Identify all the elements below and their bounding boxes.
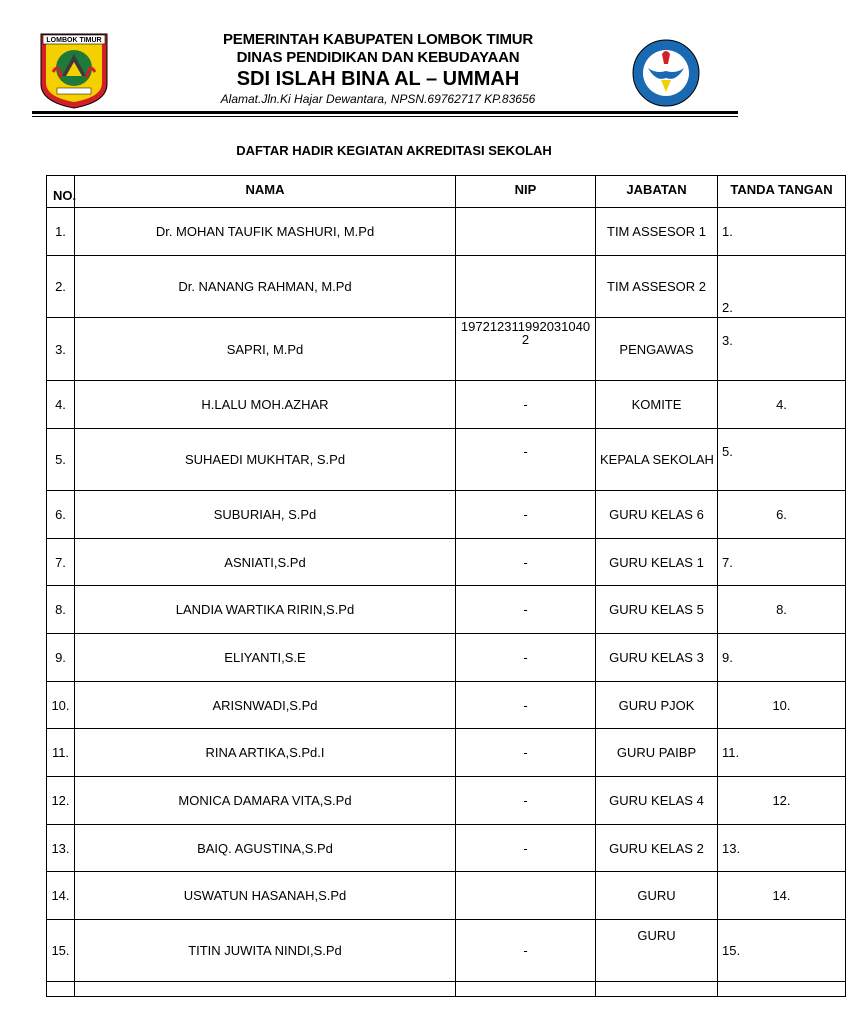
row-nip: - (456, 491, 596, 539)
row-jabatan: TIM ASSESOR 1 (596, 208, 718, 256)
row-nip: - (456, 429, 596, 491)
row-no: 8. (47, 586, 75, 634)
lombok-timur-crest-icon (39, 32, 109, 110)
row-signature[interactable]: 9. (718, 634, 846, 682)
table-row (47, 256, 846, 318)
table-row (47, 682, 846, 729)
row-nama: RINA ARTIKA,S.Pd.I (75, 729, 456, 777)
department-name: DINAS PENDIDIKAN DAN KEBUDAYAAN (236, 49, 520, 66)
row-nama: SUBURIAH, S.Pd (75, 491, 456, 539)
table-header-row (47, 176, 846, 208)
row-no: 10. (47, 682, 75, 729)
row-jabatan: GURU PJOK (596, 682, 718, 729)
school-address: Alamat.Jln.Ki Hajar Dewantara, NPSN.69762717 KP.83656 (220, 92, 536, 106)
row-nip: - (456, 682, 596, 729)
school-name: SDI ISLAH BINA AL – UMMAH (236, 68, 520, 90)
letterhead-rule-thick (32, 111, 738, 114)
letterhead-rule-thin (32, 116, 738, 117)
row-no: 6. (47, 491, 75, 539)
table-row (47, 208, 846, 256)
table-row (47, 825, 846, 872)
row-no: 2. (47, 256, 75, 318)
row-signature[interactable]: 4. (718, 381, 846, 429)
row-signature[interactable]: 15. (718, 920, 846, 982)
table-row (47, 539, 846, 586)
row-jabatan: GURU KELAS 3 (596, 634, 718, 682)
row-nip (456, 982, 596, 997)
attendance-table (46, 175, 846, 997)
row-no: 4. (47, 381, 75, 429)
row-jabatan: GURU PAIBP (596, 729, 718, 777)
row-signature[interactable]: 13. (718, 825, 846, 872)
row-jabatan: GURU (596, 920, 718, 982)
row-no: 7. (47, 539, 75, 586)
row-signature[interactable]: 6. (718, 491, 846, 539)
row-signature[interactable]: 2. (718, 256, 846, 318)
table-row (47, 491, 846, 539)
row-nip: 197212311992031040 2 (456, 318, 596, 381)
row-nama (75, 982, 456, 997)
row-nip (456, 208, 596, 256)
row-nama: Dr. NANANG RAHMAN, M.Pd (75, 256, 456, 318)
row-signature[interactable]: 8. (718, 586, 846, 634)
row-no: 12. (47, 777, 75, 825)
table-row (47, 777, 846, 825)
row-signature[interactable]: 11. (718, 729, 846, 777)
row-nama: ARISNWADI,S.Pd (75, 682, 456, 729)
row-no: 11. (47, 729, 75, 777)
row-jabatan: GURU (596, 872, 718, 920)
table-row (47, 318, 846, 381)
row-jabatan (596, 982, 718, 997)
table-row (47, 872, 846, 920)
row-nama: ELIYANTI,S.E (75, 634, 456, 682)
row-signature[interactable] (718, 982, 846, 997)
row-nip: - (456, 777, 596, 825)
row-nama: Dr. MOHAN TAUFIK MASHURI, M.Pd (75, 208, 456, 256)
row-nip: - (456, 634, 596, 682)
letterhead (150, 31, 606, 107)
row-nama: MONICA DAMARA VITA,S.Pd (75, 777, 456, 825)
government-name: PEMERINTAH KABUPATEN LOMBOK TIMUR (222, 31, 534, 48)
row-no: 9. (47, 634, 75, 682)
row-signature[interactable]: 14. (718, 872, 846, 920)
row-signature[interactable]: 1. (718, 208, 846, 256)
row-jabatan: GURU KELAS 4 (596, 777, 718, 825)
row-nip: - (456, 381, 596, 429)
row-signature[interactable]: 3. (718, 318, 846, 381)
row-nip: - (456, 825, 596, 872)
row-nip: - (456, 539, 596, 586)
row-jabatan: KOMITE (596, 381, 718, 429)
row-nama: SAPRI, M.Pd (75, 318, 456, 381)
row-nama: BAIQ. AGUSTINA,S.Pd (75, 825, 456, 872)
row-nama: H.LALU MOH.AZHAR (75, 381, 456, 429)
row-nama: ASNIATI,S.Pd (75, 539, 456, 586)
row-no: 15. (47, 920, 75, 982)
row-nama: USWATUN HASANAH,S.Pd (75, 872, 456, 920)
row-no: 13. (47, 825, 75, 872)
row-no: 3. (47, 318, 75, 381)
row-nip: - (456, 729, 596, 777)
header-nip: NIP (456, 176, 596, 208)
tut-wuri-handayani-emblem-icon (628, 38, 704, 108)
header-jabatan: JABATAN (596, 176, 718, 208)
header-no: NO. (47, 176, 75, 208)
row-jabatan: GURU KELAS 2 (596, 825, 718, 872)
row-signature[interactable]: 7. (718, 539, 846, 586)
row-jabatan: PENGAWAS (596, 318, 718, 381)
row-nip: - (456, 586, 596, 634)
table-row (47, 429, 846, 491)
row-no: 1. (47, 208, 75, 256)
crest-label: LOMBOK TIMUR (46, 37, 102, 44)
row-no (47, 982, 75, 997)
row-jabatan: TIM ASSESOR 2 (596, 256, 718, 318)
row-nama: LANDIA WARTIKA RIRIN,S.Pd (75, 586, 456, 634)
row-jabatan: GURU KELAS 5 (596, 586, 718, 634)
header-nama: NAMA (75, 176, 456, 208)
document-title: DAFTAR HADIR KEGIATAN AKREDITASI SEKOLAH (236, 143, 552, 158)
table-row-empty (47, 982, 846, 997)
table-row (47, 729, 846, 777)
row-jabatan: KEPALA SEKOLAH (596, 429, 718, 491)
row-no: 14. (47, 872, 75, 920)
row-nama: SUHAEDI MUKHTAR, S.Pd (75, 429, 456, 491)
row-nip: - (456, 920, 596, 982)
row-nama: TITIN JUWITA NINDI,S.Pd (75, 920, 456, 982)
row-nip (456, 256, 596, 318)
row-signature[interactable]: 5. (718, 429, 846, 491)
row-no: 5. (47, 429, 75, 491)
header-tanda-tangan: TANDA TANGAN (718, 176, 846, 208)
row-signature[interactable]: 12. (718, 777, 846, 825)
row-jabatan: GURU KELAS 6 (596, 491, 718, 539)
table-row (47, 634, 846, 682)
table-row (47, 920, 846, 982)
table-row (47, 381, 846, 429)
row-signature[interactable]: 10. (718, 682, 846, 729)
row-jabatan: GURU KELAS 1 (596, 539, 718, 586)
table-row (47, 586, 846, 634)
row-nip (456, 872, 596, 920)
